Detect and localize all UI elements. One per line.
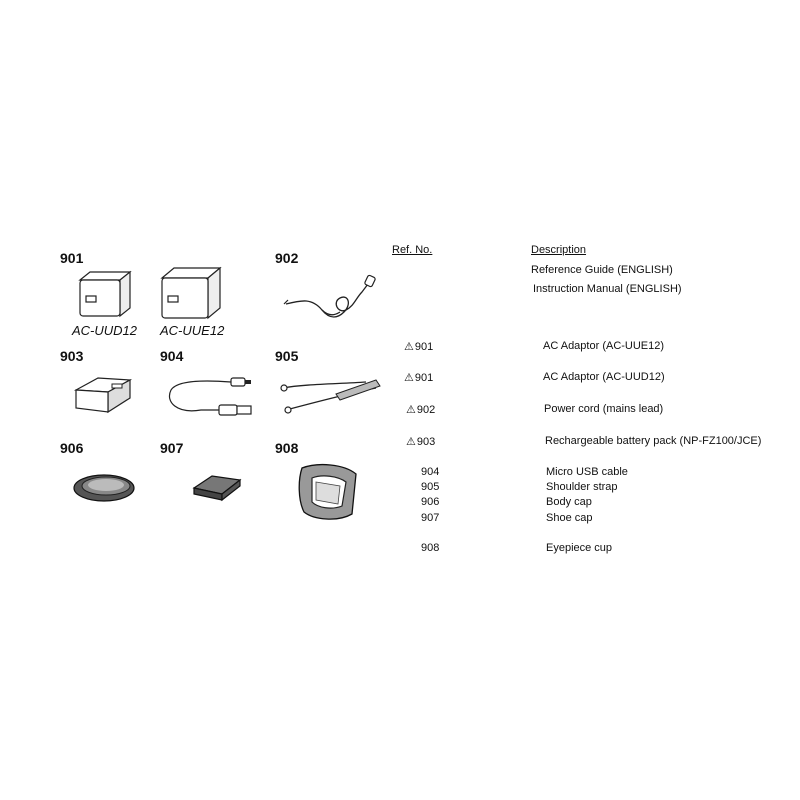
- row-ref: 905: [421, 481, 440, 493]
- ac-adaptor-uud12-illustration: [72, 270, 134, 322]
- part-number-902: 902: [275, 250, 299, 266]
- shoe-cap-illustration: [190, 470, 246, 504]
- row-description: Micro USB cable: [546, 466, 628, 478]
- header-description: Description: [531, 244, 587, 256]
- row-description: Eyepiece cup: [546, 542, 613, 554]
- body-cap-illustration: [68, 468, 138, 508]
- row-description: Shoe cap: [546, 512, 593, 524]
- row-description: Shoulder strap: [546, 481, 618, 493]
- warning-icon: ⚠: [404, 372, 414, 384]
- shoulder-strap-illustration: [276, 374, 386, 420]
- row-ref: 904: [421, 466, 440, 478]
- caption-ac-uue12: AC-UUE12: [160, 323, 225, 338]
- row-ref: 908: [421, 542, 440, 554]
- doc-instruction-manual: Instruction Manual (ENGLISH): [533, 283, 682, 295]
- caption-ac-uud12: AC-UUD12: [72, 323, 138, 338]
- row-ref: ⚠903: [406, 436, 436, 448]
- warning-icon: ⚠: [404, 341, 414, 353]
- power-cord-illustration: [282, 270, 382, 330]
- doc-reference-guide: Reference Guide (ENGLISH): [531, 264, 673, 276]
- part-number-906: 906: [60, 440, 84, 456]
- part-number-901: 901: [60, 250, 84, 266]
- part-number-908: 908: [275, 440, 299, 456]
- row-description: Body cap: [546, 496, 592, 508]
- row-description: AC Adaptor (AC-UUD12): [543, 371, 665, 383]
- row-ref: ⚠901: [404, 372, 434, 384]
- row-description: Power cord (mains lead): [544, 403, 664, 415]
- row-description: AC Adaptor (AC-UUE12): [543, 340, 665, 352]
- eyepiece-cup-illustration: [294, 460, 362, 524]
- header-ref-no: Ref. No.: [392, 244, 433, 256]
- row-ref: 906: [421, 496, 440, 508]
- part-number-903: 903: [60, 348, 84, 364]
- row-description: Rechargeable battery pack (NP-FZ100/JCE): [545, 435, 762, 447]
- row-ref: 907: [421, 512, 440, 524]
- row-ref: ⚠902: [406, 404, 436, 416]
- part-number-904: 904: [160, 348, 184, 364]
- part-number-905: 905: [275, 348, 299, 364]
- ac-adaptor-uue12-illustration: [158, 266, 224, 322]
- part-number-907: 907: [160, 440, 184, 456]
- row-ref: ⚠901: [404, 341, 434, 353]
- battery-pack-illustration: [72, 374, 134, 420]
- micro-usb-cable-illustration: [165, 374, 260, 420]
- warning-icon: ⚠: [406, 404, 416, 416]
- warning-icon: ⚠: [406, 436, 416, 448]
